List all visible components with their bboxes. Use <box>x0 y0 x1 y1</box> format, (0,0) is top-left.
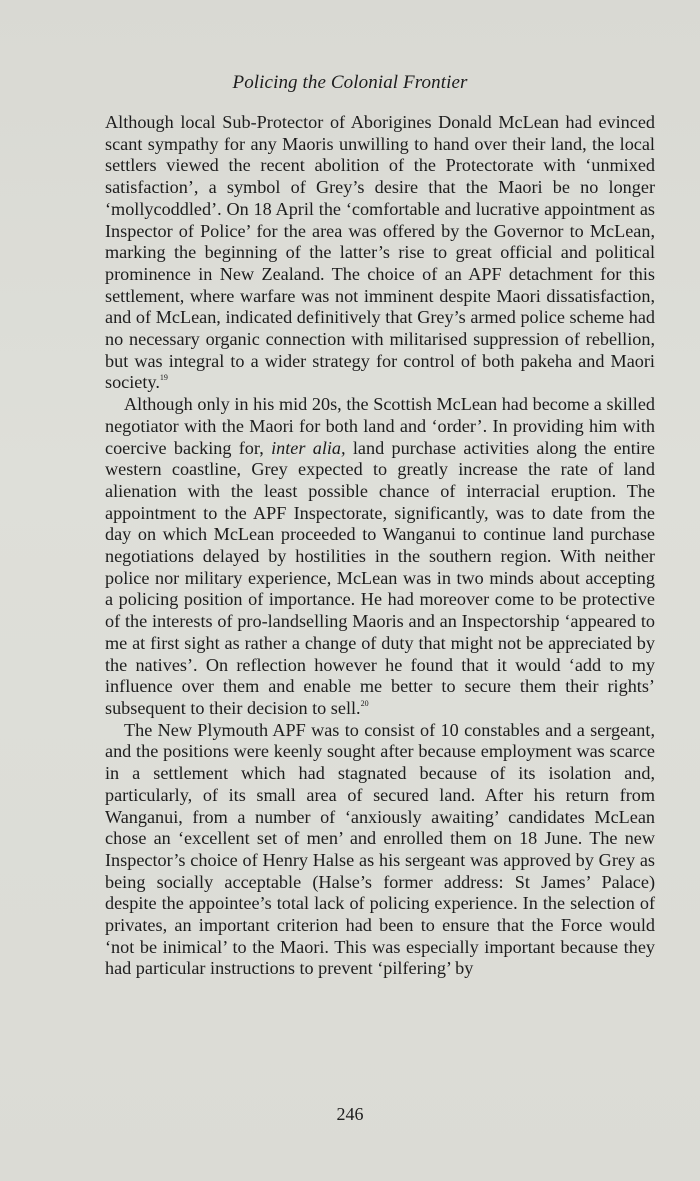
page-number: 246 <box>336 1104 364 1124</box>
body-text <box>105 112 655 980</box>
footnote-ref-20: 20 <box>360 698 369 708</box>
paragraph-1 <box>105 112 655 394</box>
italic-phrase: inter alia, <box>271 437 346 458</box>
paragraph-3 <box>105 720 655 980</box>
text-run: Although local Sub-Protector of Aborigines Donald McLean had evinced scant sympathy for any Maoris unwilling to hand over their land, the local settlers viewed the recent abolition of the Protectorate with ‘unmixed satisfaction’, a symbol of Grey’s desire that the Maori be no longer ‘mollycoddled’. On 18 April the ‘comfortable and lucrative appointment as Inspector of Police’ for the area was offered by the Governor to McLean, marking the beginning of the latter’s rise to great official and political prominence in New Zealand. The choice of an APF detachment for this settlement, where warfare was not imminent despite Maori dissatisfaction, and of McLean, indicated definitively that Grey’s armed police scheme had no necessary organic connection with militarised suppression of rebellion, but was integral to a wider strategy for control of both pakeha and Maori society. <box>105 112 655 393</box>
running-head: Policing the Colonial Frontier <box>232 72 468 93</box>
text-run: Although only in his mid 20s, the Scottish McLean had become a skilled negotiator with the Maori for both land and ‘order’. In providing him with coercive backing for, <box>105 394 655 458</box>
footnote-ref-19: 19 <box>159 373 168 383</box>
paragraph-2 <box>105 394 655 720</box>
text-run: The New Plymouth APF was to consist of 10 constables and a sergeant, and the positions were keenly sought after because employment was scarce in a settlement which had stagnated because of its isolation and, particularly, of its small area of secured land. After his return from Wanganui, from a number of ‘anxiously awaiting’ candidates McLean chose an ‘excellent set of men’ and enrolled them on 18 June. The new Inspector’s choice of Henry Halse as his sergeant was approved by Grey as being socially acceptable (Halse’s former address: St James’ Palace) despite the appointee’s total lack of policing experience. In the selection of privates, an important criterion had been to ensure that the Force would ‘not be inimical’ to the Maori. This was especially important because they had particular instructions to prevent ‘pilfering’ by <box>105 719 655 979</box>
text-run: land purchase activities along the entire western coastline, Grey expected to greatly increase the rate of land alienation with the least possible chance of interracial eruption. The appointment to the APF Inspectorate, significantly, was to date from the day on which McLean proceeded to Wanganui to continue land purchase negotiations delayed by hostilities in the southern region. With neither police nor military experience, McLean was in two minds about accepting a policing position of importance. He had moreover come to be protective of the interests of pro-landselling Maoris and an Inspectorship ‘appeared to me at first sight as rather a change of duty that might not be appreciated by the natives’. On reflection however he found that it would ‘add to my influence over them and enable me better to secure them their rights’ subsequent to their decision to sell. <box>105 437 655 718</box>
